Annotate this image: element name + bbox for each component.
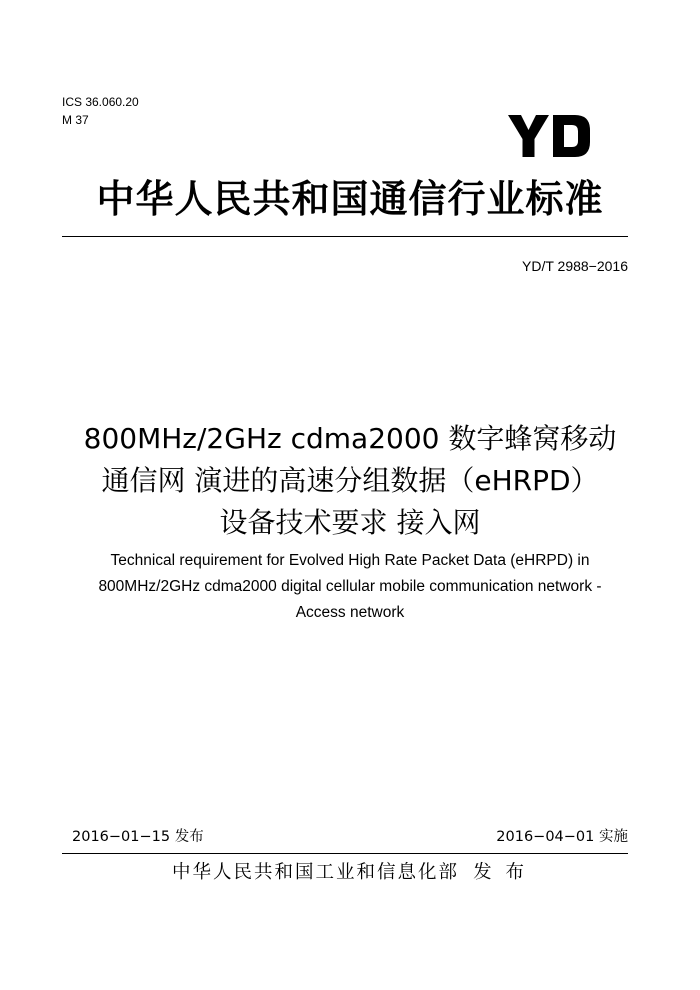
standard-number: YD/T 2988−2016 xyxy=(522,258,628,274)
english-title-line: Access network xyxy=(295,604,405,621)
english-title xyxy=(60,548,640,626)
chinese-title xyxy=(0,418,700,544)
issuer-line xyxy=(0,860,700,886)
bottom-divider xyxy=(62,853,628,854)
classification-code: M 37 xyxy=(62,113,89,127)
issuer-name: 中华人民共和国工业和信息化部 xyxy=(172,862,460,883)
english-title-line: 800MHz/2GHz cdma2000 digital cellular mobile communication network - xyxy=(98,578,602,595)
standard-organization-title: 中华人民共和国通信行业标准 xyxy=(96,177,604,221)
top-divider xyxy=(62,236,628,237)
ics-code: ICS 36.060.20 xyxy=(62,95,139,109)
issue-date: 2016−01−15 发布 xyxy=(72,829,204,845)
chinese-title-line: 800MHz/2GHz cdma2000 数字蜂窝移动 xyxy=(83,422,617,455)
chinese-title-line: 通信网 演进的高速分组数据（eHRPD） xyxy=(101,464,599,497)
yd-logo xyxy=(508,115,590,157)
logo-letter-y xyxy=(508,115,549,157)
issuer-action: 发 布 xyxy=(473,862,528,883)
logo-letter-d xyxy=(553,115,590,157)
chinese-title-line: 设备技术要求 接入网 xyxy=(219,506,481,539)
implementation-date: 2016−04−01 实施 xyxy=(496,829,628,845)
english-title-line: Technical requirement for Evolved High Rate Packet Data (eHRPD) in xyxy=(110,552,590,569)
